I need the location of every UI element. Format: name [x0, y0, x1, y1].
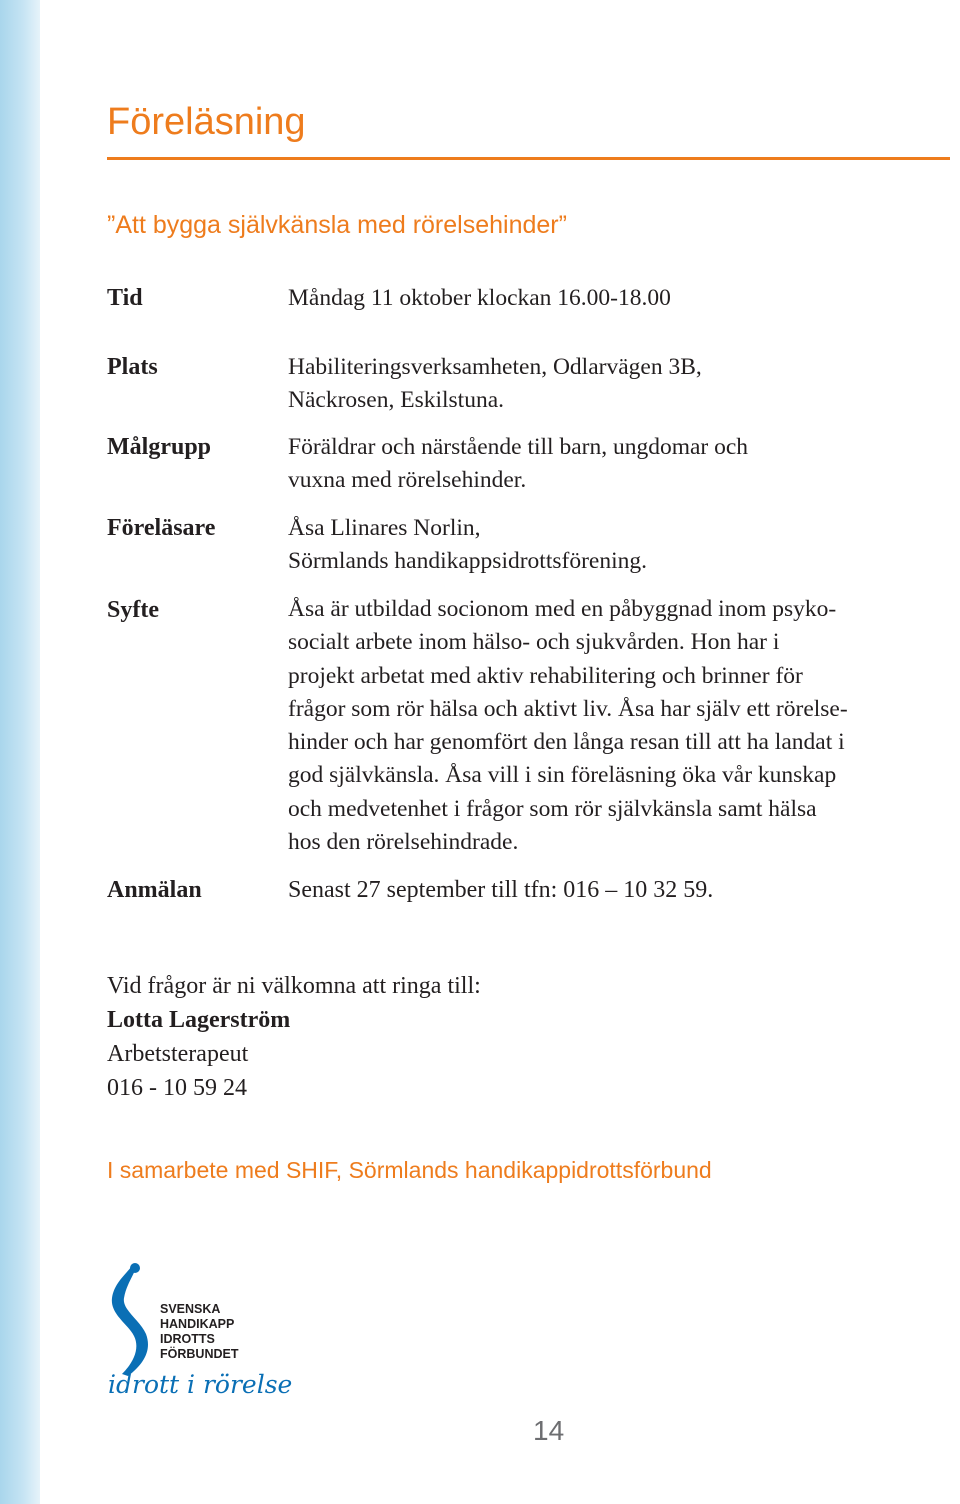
logo-slogan: idrott i rörelse: [108, 1370, 293, 1399]
syfte-line: och medvetenhet i frågor som rör självkänsla samt hälsa: [288, 795, 817, 822]
cooperation-note: I samarbete med SHIF, Sörmlands handikappidrottsförbund: [107, 1157, 712, 1183]
tid-label: Tid: [107, 285, 143, 311]
left-color-strip: [0, 0, 40, 1504]
plats-line: Näckrosen, Eskilstuna.: [288, 387, 505, 414]
page-number: 14: [533, 1415, 565, 1446]
syfte-value: [288, 593, 953, 859]
malgrupp-value: [288, 431, 953, 498]
syfte-line: god självkänsla. Åsa vill i sin föreläsning öka vår kunskap: [288, 762, 837, 789]
logo-line: SVENSKA: [160, 1302, 221, 1316]
syfte-line: hinder och har genomfört den långa resan till att ha landat i: [288, 729, 845, 756]
malgrupp-line: vuxna med rörelsehinder.: [288, 467, 527, 494]
logo-line: HANDIKAPP: [160, 1317, 235, 1331]
syfte-line: Åsa är utbildad socionom med en påbyggnad inom psyko-: [288, 596, 837, 622]
tid-line: Måndag 11 oktober klockan 16.00-18.00: [288, 285, 671, 311]
anmalan-label: Anmälan: [107, 877, 202, 903]
anmalan-line: Senast 27 september till tfn: 016 – 10 32 59.: [288, 877, 714, 903]
tid-value: [288, 282, 953, 315]
lecture-title: ”Att bygga självkänsla med rörelsehinder”: [107, 211, 567, 239]
plats-value: [288, 351, 953, 418]
plats-label: Plats: [107, 354, 158, 380]
malgrupp-line: Föräldrar och närstående till barn, ungdomar och: [288, 434, 749, 460]
forelasare-line: Sörmlands handikappsidrottsförening.: [288, 548, 647, 575]
page-heading: Föreläsning: [107, 101, 306, 143]
malgrupp-label: Målgrupp: [107, 434, 212, 460]
logo-line: IDROTTS: [160, 1332, 215, 1346]
contact-phone: 016 - 10 59 24: [107, 1075, 247, 1101]
contact-name: Lotta Lagerström: [107, 1007, 291, 1033]
syfte-line: projekt arbetat med aktiv rehabilitering och brinner för: [288, 662, 803, 689]
anmalan-value: [288, 873, 953, 907]
syfte-label: Syfte: [107, 597, 159, 623]
logo-line: FÖRBUNDET: [160, 1347, 239, 1361]
forelasare-line: Åsa Llinares Norlin,: [288, 515, 481, 541]
contact-intro: Vid frågor är ni välkomna att ringa till:: [107, 973, 481, 999]
plats-line: Habiliteringsverksamheten, Odlarvägen 3B,: [288, 354, 702, 380]
heading-divider: [107, 157, 950, 160]
logo-wordmark: [160, 1302, 238, 1362]
syfte-line: frågor som rör hälsa och aktivt liv. Åsa har själv ett rörelse-: [288, 695, 848, 722]
forelasare-label: Föreläsare: [107, 515, 216, 541]
forelasare-value: [288, 512, 953, 579]
contact-role: Arbetsterapeut: [107, 1041, 249, 1067]
syfte-line: socialt arbete inom hälso- och sjukvården. Hon har i: [288, 629, 780, 656]
syfte-line: hos den rörelsehindrade.: [288, 829, 519, 856]
